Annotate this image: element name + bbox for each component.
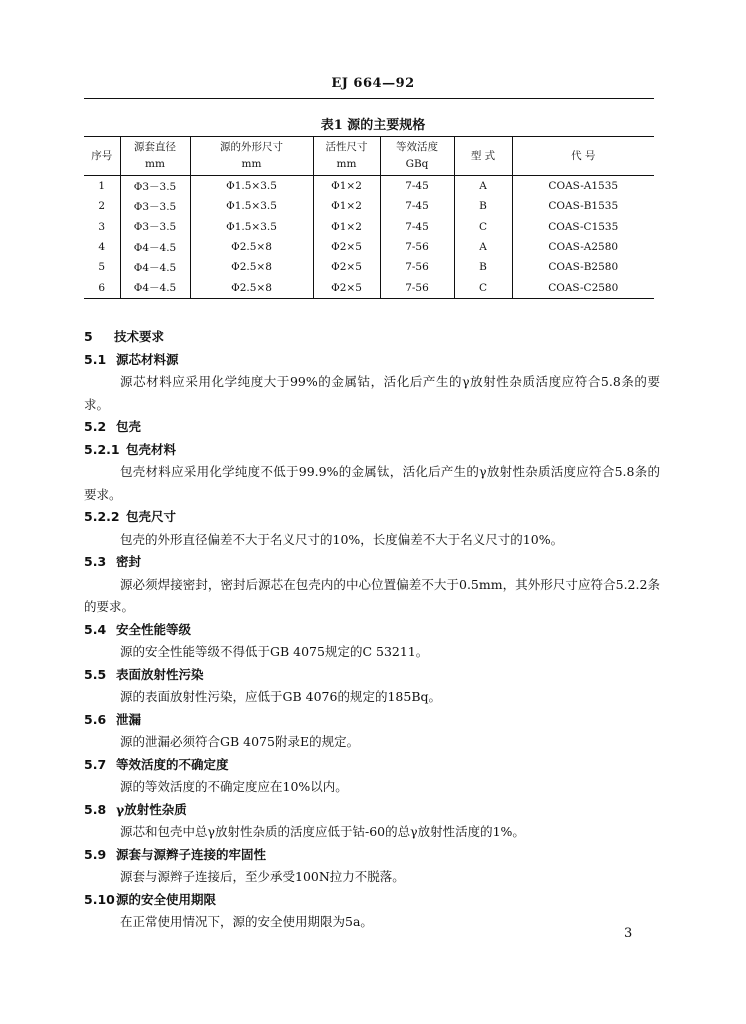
section-number: 5.8	[84, 801, 107, 817]
cell-sleeve-diameter: Φ4－4.5	[120, 237, 190, 257]
table-row	[84, 217, 654, 237]
cell-code: COAS-C2580	[512, 277, 654, 298]
cell-sleeve-diameter: Φ3－3.5	[120, 196, 190, 216]
cell-active-size: Φ2×5	[313, 257, 380, 277]
table-row	[84, 257, 654, 277]
table-header-row	[84, 137, 654, 176]
section-number: 5.2	[84, 419, 107, 434]
cell-index: 5	[98, 261, 106, 274]
section-title: 表面放射性污染	[116, 666, 204, 682]
cell-index: 6	[84, 277, 120, 298]
col-header-label: 型 式	[470, 149, 496, 162]
cell-sleeve-diameter: Φ3－3.5	[120, 217, 190, 237]
cell-code: COAS-B2580	[512, 257, 654, 277]
col-header-unit: mm	[336, 158, 357, 170]
cell-sleeve-diameter: Φ3－3.5	[120, 176, 190, 197]
section-heading	[84, 844, 660, 867]
section-title: 源的安全使用期限	[116, 891, 217, 907]
section-title: 安全性能等级	[116, 621, 192, 637]
table-row	[84, 237, 654, 257]
cell-type: A	[454, 237, 512, 257]
section-heading	[84, 439, 660, 462]
cell-outer-size: Φ2.5×8	[190, 277, 313, 298]
section-number: 5.9	[84, 846, 107, 862]
section-title: 源芯材料源	[116, 351, 179, 367]
section-heading	[84, 416, 660, 439]
section-number: 5.1	[84, 351, 107, 367]
section-title: 技术要求	[114, 329, 165, 344]
col-header-unit: GBq	[405, 158, 429, 170]
cell-active-size: Φ2×5	[313, 237, 380, 257]
section-title: 泄漏	[116, 711, 142, 727]
section-title: 等效活度的不确定度	[116, 756, 229, 772]
cell-equivalent-activity: 7-56	[380, 257, 454, 277]
section-paragraph: 源必须焊接密封，密封后源芯在包壳内的中心位置偏差不大于0.5mm，其外形尺寸应符合5.2.2条的要求。	[84, 576, 660, 614]
table-title: 表1 源的主要规格	[320, 118, 426, 133]
section-paragraph: 源的安全性能等级不得低于GB 4075规定的C 53211。	[120, 644, 429, 659]
section-heading	[84, 709, 660, 732]
cell-type: C	[454, 277, 512, 298]
section-title: 密封	[116, 554, 142, 569]
cell-index: 3	[98, 220, 106, 233]
cell-outer-size: Φ2.5×8	[190, 237, 313, 257]
section-title: 包壳材料	[126, 441, 177, 457]
section-heading	[84, 326, 660, 349]
col-header-unit: mm	[145, 158, 165, 170]
col-header-label: 等效活度	[396, 141, 438, 153]
table-row	[84, 176, 654, 197]
section-paragraph: 源芯和包壳中总γ放射性杂质的活度应低于钴-60的总γ放射性活度的1%。	[120, 824, 525, 839]
section-heading	[84, 664, 660, 687]
cell-index: 1	[98, 180, 106, 193]
col-header-type	[454, 137, 512, 176]
section-number: 5.3	[84, 554, 107, 569]
section-heading	[84, 619, 660, 642]
section-paragraph: 源套与源辫子连接后，至少承受100N拉力不脱落。	[120, 869, 405, 884]
cell-equivalent-activity: 7-45	[380, 196, 454, 216]
cell-index: 2	[98, 200, 106, 213]
section-heading	[84, 349, 660, 372]
section-paragraph: 源芯材料应采用化学纯度大于99%的金属钴，活化后产生的γ放射性杂质活度应符合5.8条的要求。	[84, 374, 660, 412]
cell-equivalent-activity: 7-56	[380, 237, 454, 257]
spec-table	[84, 136, 654, 299]
cell-type: C	[454, 217, 512, 237]
col-header-label: 源的外形尺寸	[220, 141, 283, 153]
section-number: 5.7	[84, 756, 107, 772]
cell-code: COAS-A2580	[512, 237, 654, 257]
cell-sleeve-diameter: Φ4－4.5	[120, 257, 190, 277]
header-rule	[84, 98, 654, 99]
col-header-label: 活性尺寸	[325, 141, 368, 153]
section-paragraph: 包壳的外形直径偏差不大于名义尺寸的10%，长度偏差不大于名义尺寸的10%。	[120, 531, 564, 547]
section-heading	[84, 889, 660, 912]
section-number: 5	[84, 329, 93, 344]
table-row	[84, 277, 654, 298]
section-number: 5.2.1	[84, 441, 120, 457]
cell-equivalent-activity: 7-45	[380, 217, 454, 237]
section-title: 包壳尺寸	[126, 509, 177, 524]
cell-type: B	[454, 257, 512, 277]
section-number: 5.10	[84, 891, 115, 907]
cell-outer-size: Φ2.5×8	[190, 257, 313, 277]
cell-type: A	[454, 176, 512, 197]
section-paragraph: 源的泄漏必须符合GB 4075附录E的规定。	[120, 734, 360, 749]
section-title: 源套与源辫子连接的牢固性	[116, 846, 267, 862]
section-heading	[84, 754, 660, 777]
col-header-outer-size	[190, 137, 313, 176]
section-paragraph: 在正常使用情况下，源的安全使用期限为5a。	[120, 914, 373, 929]
col-header-label: 序号	[91, 149, 113, 162]
section-heading	[84, 506, 660, 529]
col-header-equivalent-activity	[380, 137, 454, 176]
section-paragraph: 源的等效活度的不确定度应在10%以内。	[120, 779, 348, 794]
col-header-sleeve-diameter	[120, 137, 190, 176]
standard-code: EJ 664—92	[331, 76, 415, 91]
cell-outer-size: Φ1.5×3.5	[190, 176, 313, 197]
cell-code: COAS-C1535	[512, 217, 654, 237]
cell-code: COAS-A1535	[512, 176, 654, 197]
section-title: γ放射性杂质	[116, 801, 187, 817]
section-paragraph: 包壳材料应采用化学纯度不低于99.9%的金属钛，活化后产生的γ放射性杂质活度应符合5.8条的要求。	[84, 464, 660, 502]
col-header-label: 源套直径	[134, 141, 176, 153]
cell-active-size: Φ1×2	[313, 176, 380, 197]
page-number: 3	[624, 926, 633, 941]
cell-code: COAS-B1535	[512, 196, 654, 216]
cell-active-size: Φ1×2	[313, 217, 380, 237]
cell-type: B	[454, 196, 512, 216]
col-header-label: 代 号	[571, 149, 596, 162]
cell-sleeve-diameter: Φ4－4.5	[120, 277, 190, 298]
section-number: 5.4	[84, 621, 107, 637]
cell-index: 4	[98, 241, 106, 254]
col-header-active-size	[313, 137, 380, 176]
col-header-index	[84, 137, 120, 176]
cell-equivalent-activity: 7-45	[380, 176, 454, 197]
cell-active-size: Φ2×5	[313, 277, 380, 298]
cell-equivalent-activity: 7-56	[380, 277, 454, 298]
section-heading	[84, 551, 660, 574]
section-number: 5.2.2	[84, 509, 120, 524]
section-number: 5.6	[84, 711, 107, 727]
section-heading	[84, 799, 660, 822]
cell-active-size: Φ1×2	[313, 196, 380, 216]
col-header-unit: mm	[241, 158, 262, 170]
cell-outer-size: Φ1.5×3.5	[190, 196, 313, 216]
section-paragraph: 源的表面放射性污染，应低于GB 4076的规定的185Bq。	[120, 689, 442, 704]
section-title: 包壳	[116, 419, 142, 434]
requirements-section	[84, 326, 660, 934]
col-header-code	[512, 137, 654, 176]
section-number: 5.5	[84, 666, 107, 682]
cell-outer-size: Φ1.5×3.5	[190, 217, 313, 237]
table-row	[84, 196, 654, 216]
